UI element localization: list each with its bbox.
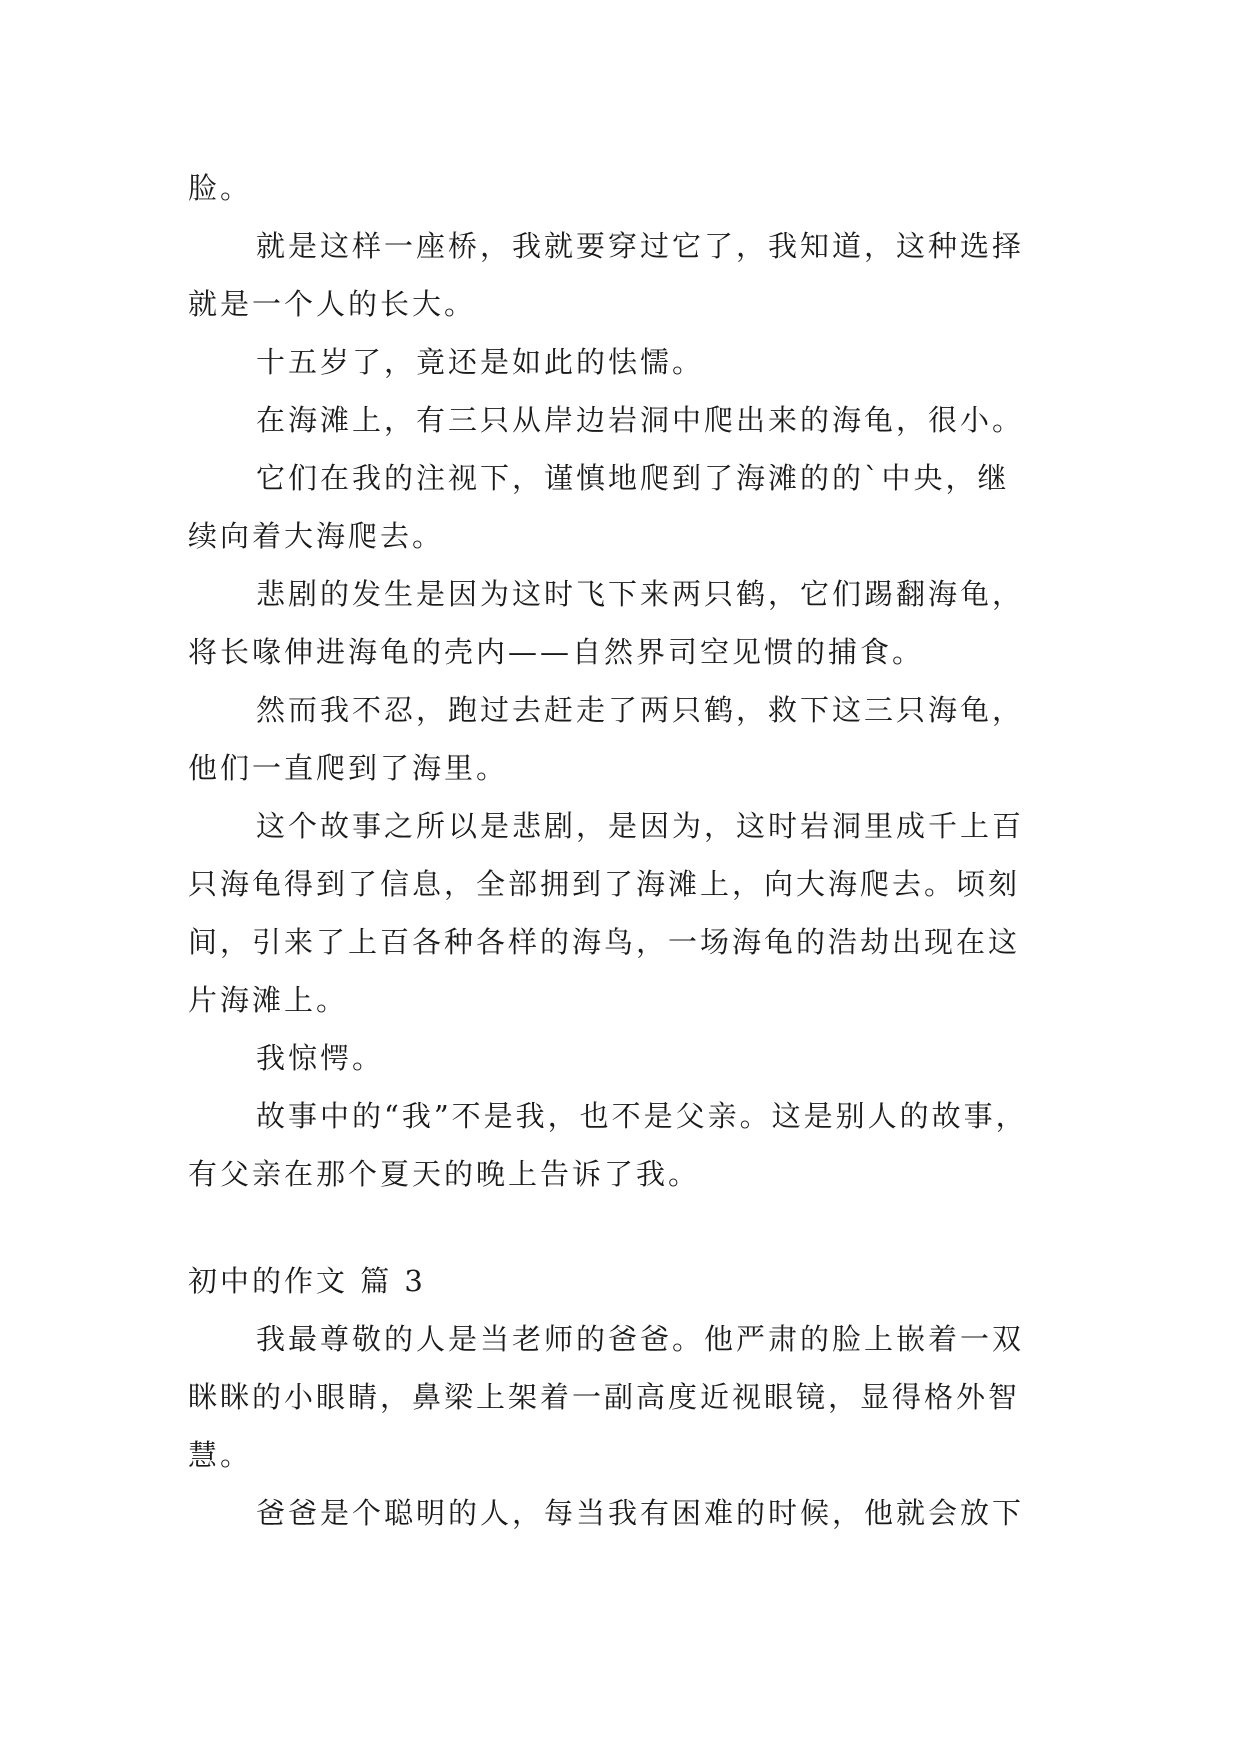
text-line: 片海滩上。 xyxy=(188,983,349,1017)
paragraph-line: 它们在我的注视下，谨慎地爬到了海滩的的`中央，继 xyxy=(256,461,1010,495)
text-line: 只海龟得到了信息，全部拥到了海滩上，向大海爬去。顷刻 xyxy=(188,867,1021,901)
text-line: 就是一个人的长大。 xyxy=(188,287,477,321)
text-line: 慧。 xyxy=(188,1438,253,1472)
text-line: 眯眯的小眼睛，鼻梁上架着一副高度近视眼镜，显得格外智 xyxy=(188,1380,1021,1414)
paragraph-line: 我惊愕。 xyxy=(256,1041,385,1075)
paragraph-line: 这个故事之所以是悲剧，是因为，这时岩洞里成千上百 xyxy=(256,809,1025,843)
paragraph-line: 故事中的“我”不是我，也不是父亲。这是别人的故事， xyxy=(256,1099,1028,1133)
paragraph-line: 十五岁了，竟还是如此的怯懦。 xyxy=(256,345,705,379)
paragraph-line: 爸爸是个聪明的人，每当我有困难的时候，他就会放下 xyxy=(256,1496,1025,1530)
paragraph-line: 在海滩上，有三只从岸边岩洞中爬出来的海龟，很小。 xyxy=(256,403,1025,437)
section-heading: 初中的作文 篇 3 xyxy=(188,1264,426,1298)
paragraph-line: 然而我不忍，跑过去赶走了两只鹤，救下这三只海龟， xyxy=(256,693,1025,727)
text-line: 脸。 xyxy=(188,171,253,205)
paragraph-line: 我最尊敬的人是当老师的爸爸。他严肃的脸上嵌着一双 xyxy=(256,1322,1025,1356)
text-line: 将长喙伸进海龟的壳内——自然界司空见惯的捕食。 xyxy=(188,635,925,669)
text-line: 续向着大海爬去。 xyxy=(188,519,445,553)
paragraph-line: 就是这样一座桥，我就要穿过它了，我知道，这种选择 xyxy=(256,229,1025,263)
text-line: 他们一直爬到了海里。 xyxy=(188,751,509,785)
text-line: 有父亲在那个夏天的晚上告诉了我。 xyxy=(188,1157,701,1191)
text-line: 间，引来了上百各种各样的海鸟，一场海龟的浩劫出现在这 xyxy=(188,925,1021,959)
paragraph-line: 悲剧的发生是因为这时飞下来两只鹤，它们踢翻海龟， xyxy=(256,577,1025,611)
